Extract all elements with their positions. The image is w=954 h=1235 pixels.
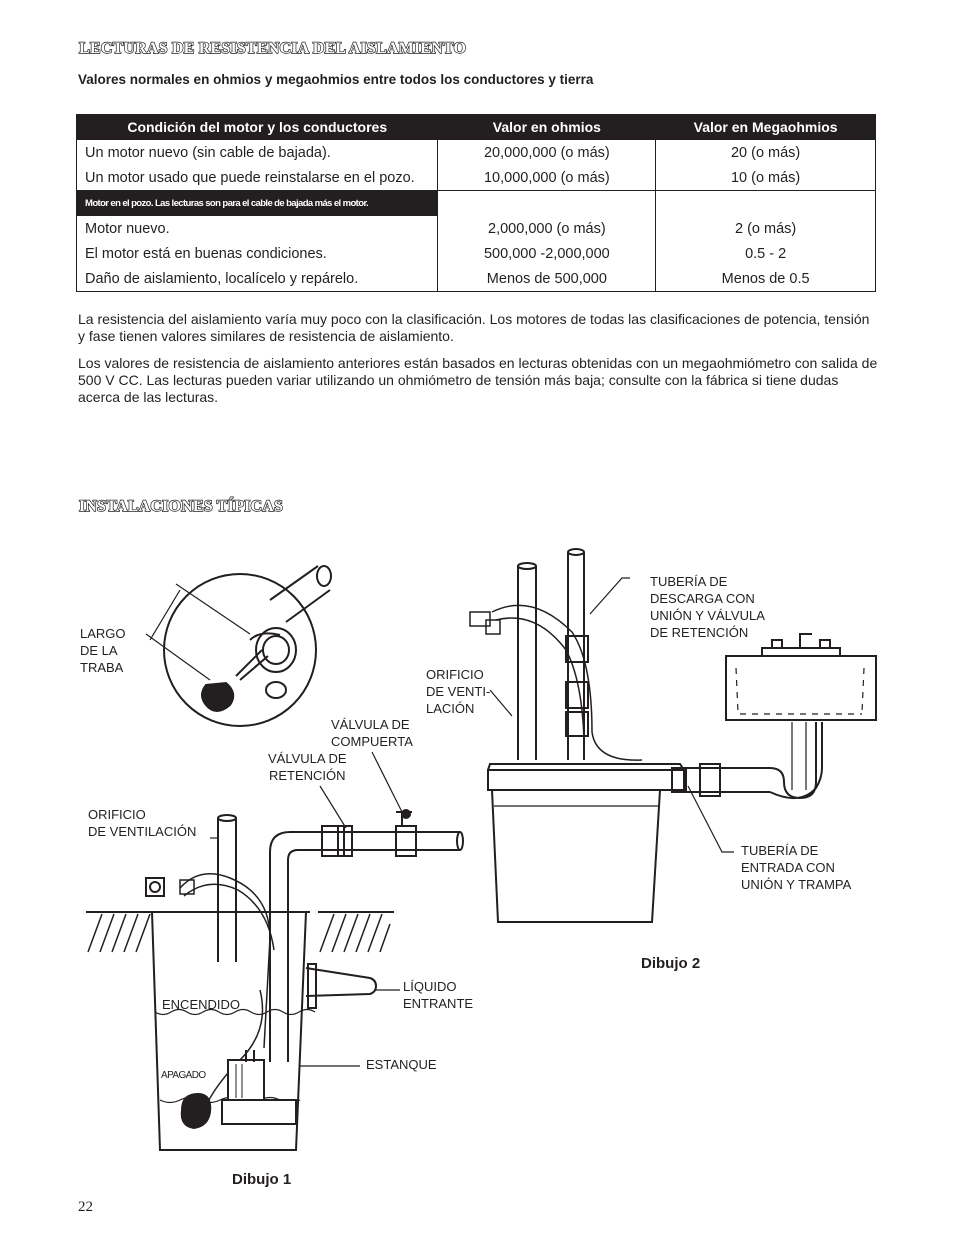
cell-megaohms: 20 (o más): [656, 140, 876, 166]
cell-condition: El motor está en buenas condiciones.: [77, 241, 438, 266]
label-line: RETENCIÓN: [268, 768, 346, 783]
cell-megaohms: 10 (o más): [656, 165, 876, 191]
cell-ohms: Menos de 500,000: [438, 266, 656, 292]
label-off-level: APAGADO: [161, 1070, 206, 1081]
label-line: ENTRANTE: [403, 996, 474, 1011]
cell-condition: Un motor usado que puede reinstalarse en el pozo.: [77, 165, 438, 191]
inlet-pipe: [306, 964, 376, 1008]
label-line: ENTRADA CON: [741, 860, 835, 875]
label-line: DE LA: [80, 643, 118, 658]
label-line: DE VENTI-: [426, 684, 491, 699]
cell-condition: Un motor nuevo (sin cable de bajada).: [77, 140, 438, 166]
paragraph-rating: La resistencia del aislamiento varía muy poco con la clasificación. Los motores de todas las clasificaciones de potencia, tensión y fase tienen valores similares de resistencia de aislamiento.: [78, 311, 870, 344]
label-gate-valve: [331, 716, 413, 750]
label-line: DESCARGA CON: [650, 591, 755, 606]
section-title-insulation: LECTURAS DE RESISTENCIA DEL AISLAMIENTO: [79, 40, 467, 57]
cell-ohms: 10,000,000 (o más): [438, 165, 656, 191]
figure2-caption: Dibujo 2: [641, 955, 701, 972]
cell-megaohms: 0.5 - 2: [656, 241, 876, 266]
fig2-sink: [726, 634, 876, 720]
cell-ohms: 2,000,000 (o más): [438, 216, 656, 241]
label-line: TRABA: [80, 660, 124, 675]
label-line: DE RETENCIÓN: [650, 625, 749, 640]
label-line: TUBERÍA DE: [741, 843, 819, 858]
label-line: TUBERÍA DE: [650, 574, 728, 589]
cell-ohms: 500,000 -2,000,000: [438, 241, 656, 266]
cell-condition: Daño de aislamiento, localícelo y repárelo.: [77, 266, 438, 292]
discharge-pipe: [270, 810, 463, 1062]
cell-megaohms: 2 (o más): [656, 216, 876, 241]
label-fig2-vent-hole: [426, 666, 490, 717]
page-number: 22: [78, 1199, 93, 1215]
section-subtitle: Valores normales en ohmios y megaohmios entre todos los conductores y tierra: [78, 72, 594, 87]
label-line: ORIFICIO: [88, 807, 146, 822]
fig2-inlet-pipe: [672, 722, 822, 798]
label-inlet-pipe: [741, 842, 851, 893]
cell-megaohms: Menos de 0.5: [656, 266, 876, 292]
electrical-outlet: [146, 878, 164, 896]
label-line: DE VENTILACIÓN: [88, 824, 197, 839]
label-incoming-liquid: [403, 978, 473, 1012]
label-on-level: ENCENDIDO: [162, 997, 241, 1012]
fig2-discharge-pipe: [566, 549, 588, 760]
label-line: COMPUERTA: [331, 734, 413, 749]
label-discharge-pipe: [650, 573, 765, 641]
fig2-power-cords: [470, 605, 642, 760]
banner-motor-in-well: Motor en el pozo. Las lecturas son para el cable de bajada más el motor.: [77, 191, 438, 217]
label-line: UNIÓN Y VÁLVULA: [650, 608, 765, 623]
tether-length-dimension: [146, 584, 250, 680]
label-tank: ESTANQUE: [366, 1057, 437, 1072]
sump-pump: [182, 1050, 296, 1128]
float-detail-circle: [164, 566, 331, 726]
label-line: VÁLVULA DE: [331, 717, 410, 732]
fig2-tank: [488, 764, 684, 922]
fig2-vent-pipe: [518, 563, 536, 760]
header-ohms: Valor en ohmios: [438, 115, 656, 140]
cell-ohms: 20,000,000 (o más): [438, 140, 656, 166]
section-title-installations: INSTALACIONES TÍPICAS: [79, 498, 284, 515]
label-line: ORIFICIO: [426, 667, 484, 682]
label-line: LÍQUIDO: [403, 979, 457, 994]
label-line: LACIÓN: [426, 701, 475, 716]
header-megaohms: Valor en Megaohmios: [656, 115, 876, 140]
label-line: UNIÓN Y TRAMPA: [741, 877, 852, 892]
paragraph-megohmmeter: Los valores de resistencia de aislamiento anteriores están basados en lecturas obtenidas con un megaohmiómetro con salida de 500 V CC. Las lecturas pueden variar utilizando un ohmiómetro de tensión más baja; consulte con la fábrica si tiene dudas acerca de las lecturas.: [78, 355, 878, 405]
figure1-caption: Dibujo 1: [232, 1171, 292, 1188]
label-line: VÁLVULA DE: [268, 751, 347, 766]
cell-condition: Motor nuevo.: [77, 216, 438, 241]
ground-line: [86, 912, 394, 952]
label-tether-length: [80, 625, 126, 676]
label-line: LARGO: [80, 626, 126, 641]
label-check-valve: [268, 750, 347, 784]
header-condition: Condición del motor y los conductores: [77, 115, 438, 140]
label-vent-hole: [88, 806, 196, 840]
